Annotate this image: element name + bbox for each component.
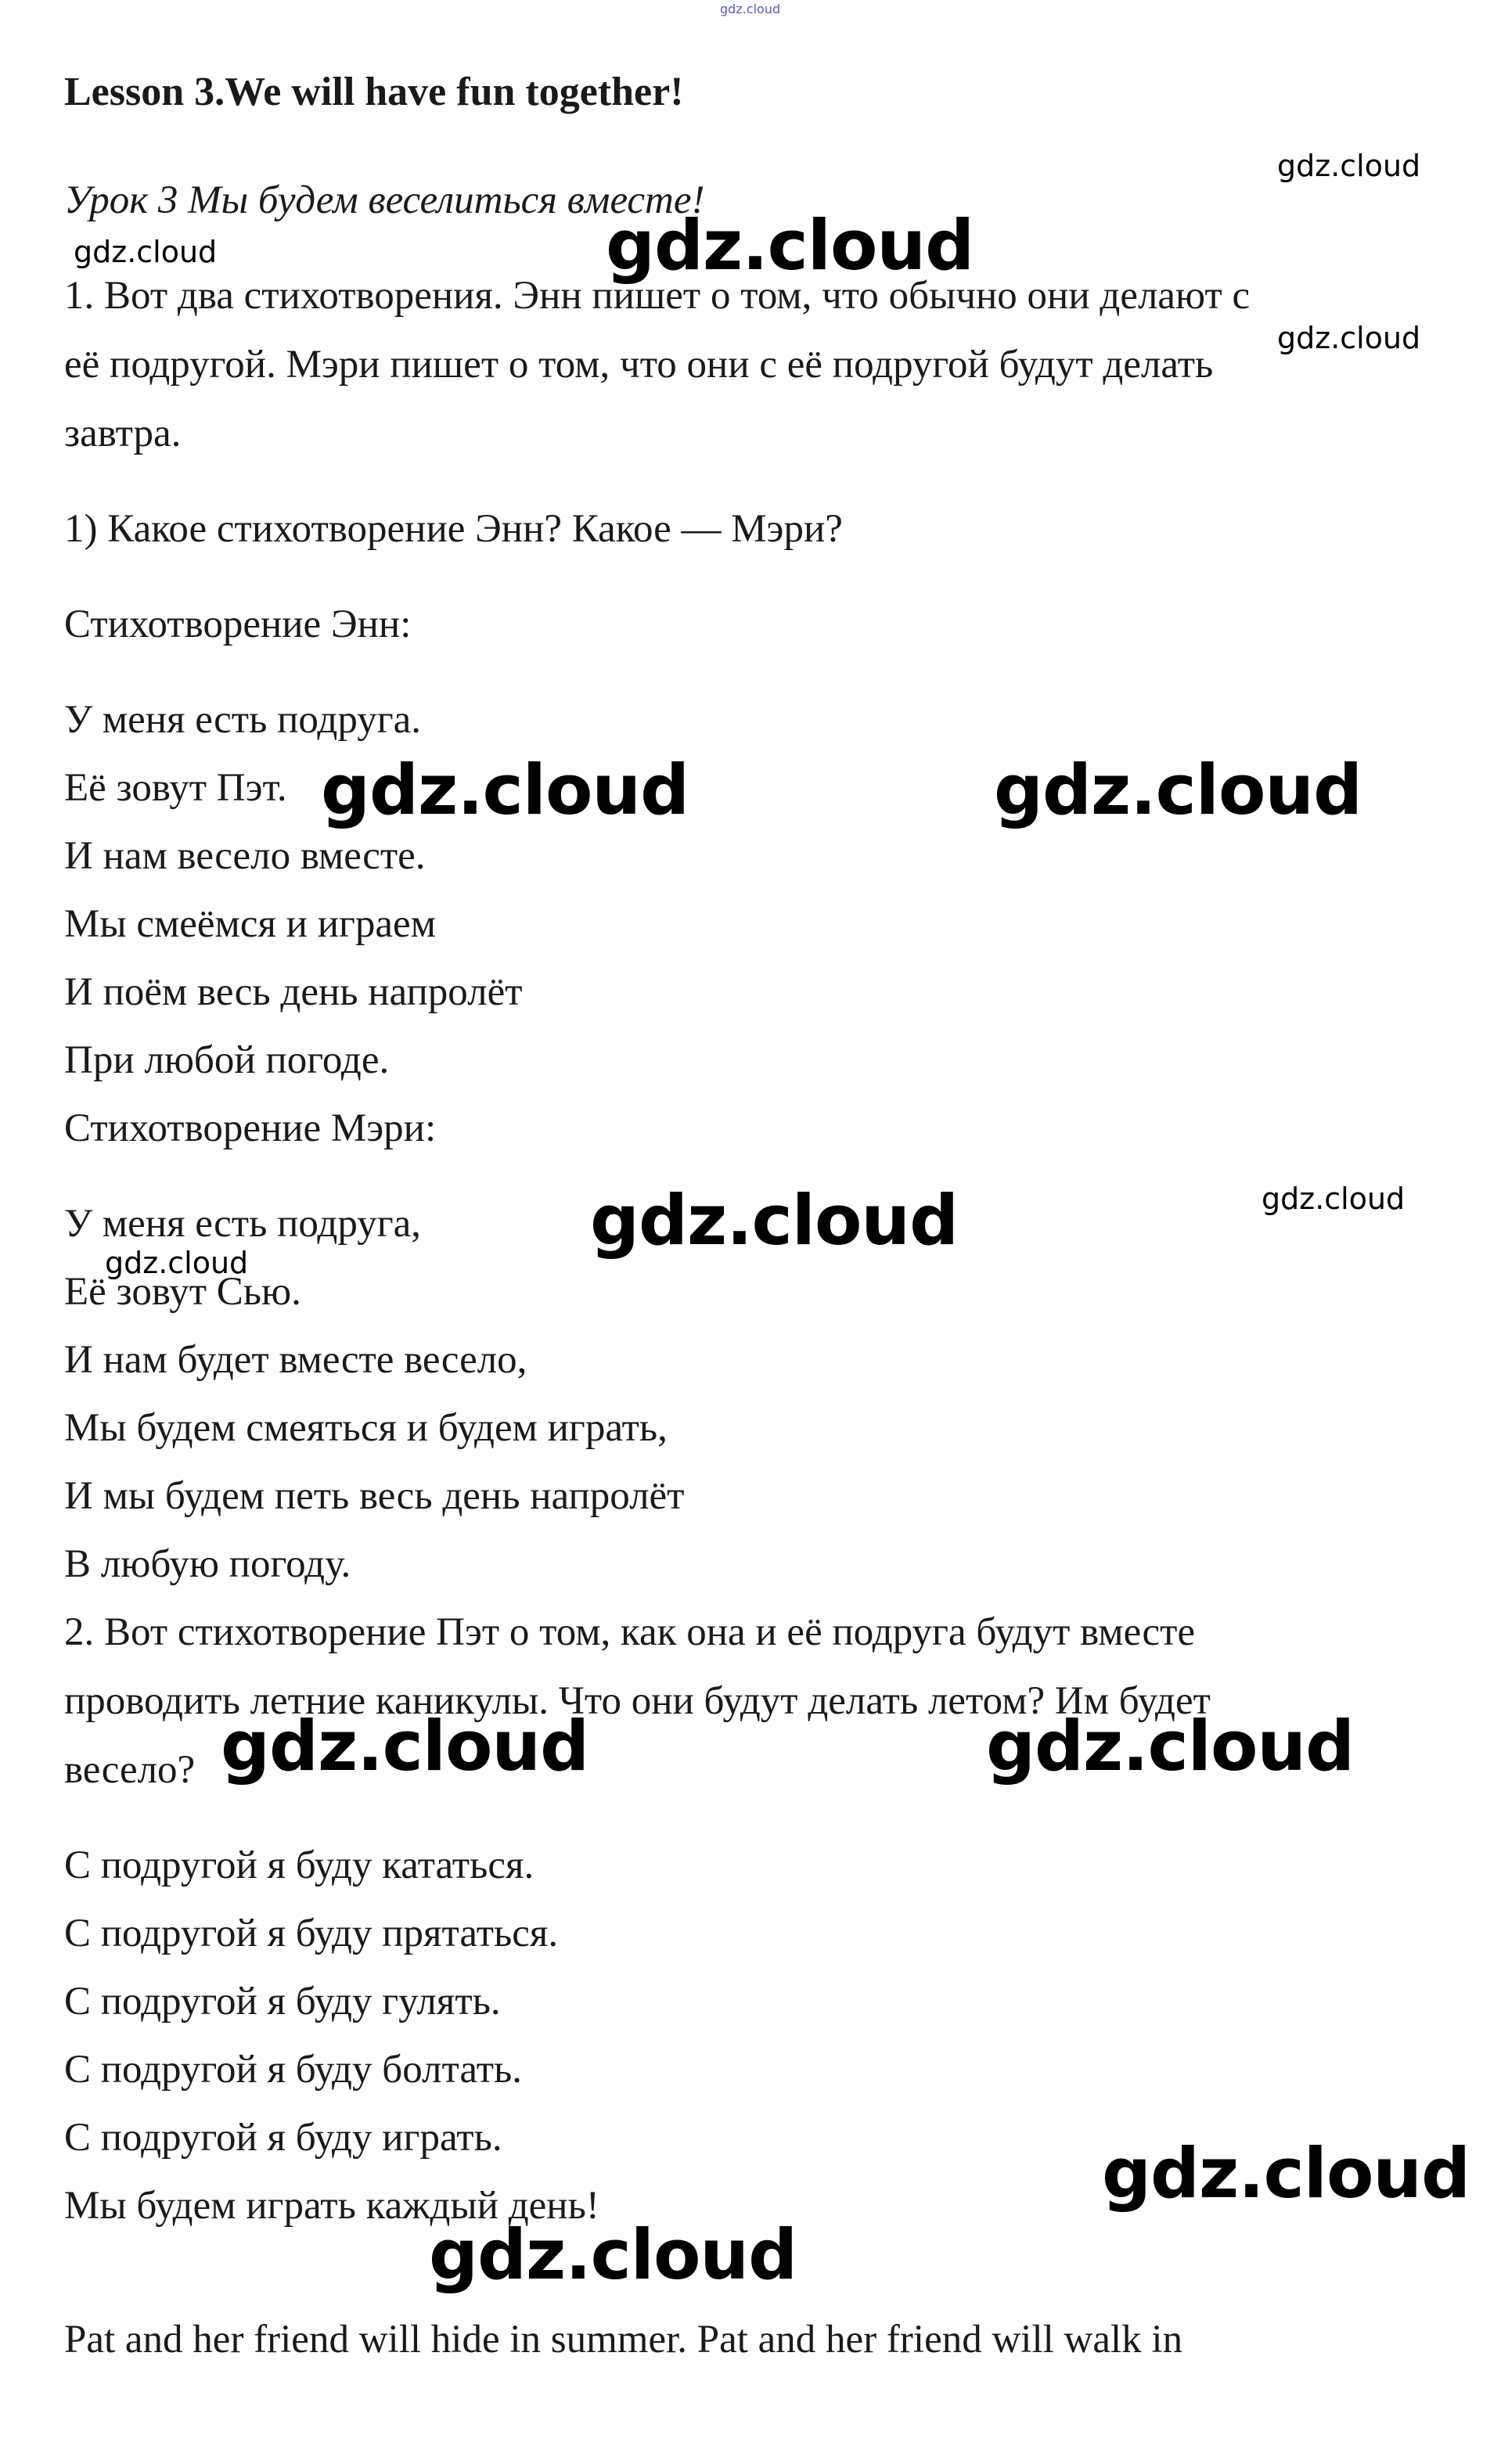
lesson-subtitle: Урок 3 Мы будем веселиться вместе! bbox=[64, 178, 705, 222]
ann-poem-heading: Стихотворение Энн: bbox=[64, 603, 412, 646]
top-watermark: gdz.cloud bbox=[720, 2, 781, 16]
watermark: gdz.cloud bbox=[606, 205, 974, 286]
pat-poem-line: С подругой я буду прятаться. bbox=[64, 1912, 559, 1955]
ann-poem-line: Её зовут Пэт. bbox=[64, 766, 287, 810]
watermark: gdz.cloud bbox=[429, 2214, 797, 2295]
watermark: gdz.cloud bbox=[74, 235, 218, 269]
mary-poem-line: У меня есть подруга, bbox=[64, 1202, 422, 1246]
watermark: gdz.cloud bbox=[105, 1246, 249, 1280]
mary-poem-line: Её зовут Сью. bbox=[64, 1270, 301, 1314]
mary-poem-heading: Стихотворение Мэри: bbox=[64, 1106, 437, 1150]
pat-poem-line: С подругой я буду кататься. bbox=[64, 1844, 534, 1887]
watermark: gdz.cloud bbox=[1261, 1182, 1405, 1216]
task1-line: её подругой. Мэри пишет о том, что они с её подругой будут делать bbox=[64, 343, 1214, 387]
pat-poem-line: Мы будем играть каждый день! bbox=[64, 2184, 599, 2228]
lesson-title: Lesson 3.We will have fun together! bbox=[64, 70, 684, 114]
pat-poem-line: С подругой я буду играть. bbox=[64, 2116, 502, 2160]
task2-line: весело? bbox=[64, 1748, 196, 1792]
pat-poem-line: С подругой я буду болтать. bbox=[64, 2048, 523, 2092]
watermark: gdz.cloud bbox=[221, 1706, 589, 1786]
ann-poem-line: И нам весело вместе. bbox=[64, 834, 426, 878]
question-1: 1) Какое стихотворение Энн? Какое — Мэри? bbox=[64, 507, 843, 551]
task1-line: завтра. bbox=[64, 412, 182, 455]
watermark: gdz.cloud bbox=[1277, 149, 1421, 183]
pat-poem-line: С подругой я буду гулять. bbox=[64, 1980, 501, 2023]
task1-line: 1. Вот два стихотворения. Энн пишет о том, что обычно они делают с bbox=[64, 274, 1251, 318]
watermark: gdz.cloud bbox=[1277, 321, 1421, 355]
ann-poem-line: При любой погоде. bbox=[64, 1038, 390, 1082]
ann-poem-line: Мы смеёмся и играем bbox=[64, 902, 436, 946]
ann-poem-line: И поём весь день напролёт bbox=[64, 970, 523, 1014]
watermark: gdz.cloud bbox=[590, 1180, 959, 1261]
watermark: gdz.cloud bbox=[986, 1706, 1355, 1786]
ann-poem-line: У меня есть подруга. bbox=[64, 698, 422, 742]
answer-line: Pat and her friend will hide in summer. Pat and her friend will walk in bbox=[64, 2318, 1183, 2361]
mary-poem-line: И нам будет вместе весело, bbox=[64, 1338, 527, 1382]
mary-poem-line: И мы будем петь весь день напролёт bbox=[64, 1474, 685, 1518]
watermark: gdz.cloud bbox=[994, 750, 1362, 830]
watermark: gdz.cloud bbox=[1102, 2133, 1470, 2214]
task2-line: проводить летние каникулы. Что они будут делать летом? Им будет bbox=[64, 1679, 1211, 1723]
mary-poem-line: В любую погоду. bbox=[64, 1542, 351, 1586]
watermark: gdz.cloud bbox=[321, 750, 689, 830]
task2-line: 2. Вот стихотворение Пэт о том, как она и её подруга будут вместе bbox=[64, 1610, 1196, 1654]
mary-poem-line: Мы будем смеяться и будем играть, bbox=[64, 1406, 668, 1450]
